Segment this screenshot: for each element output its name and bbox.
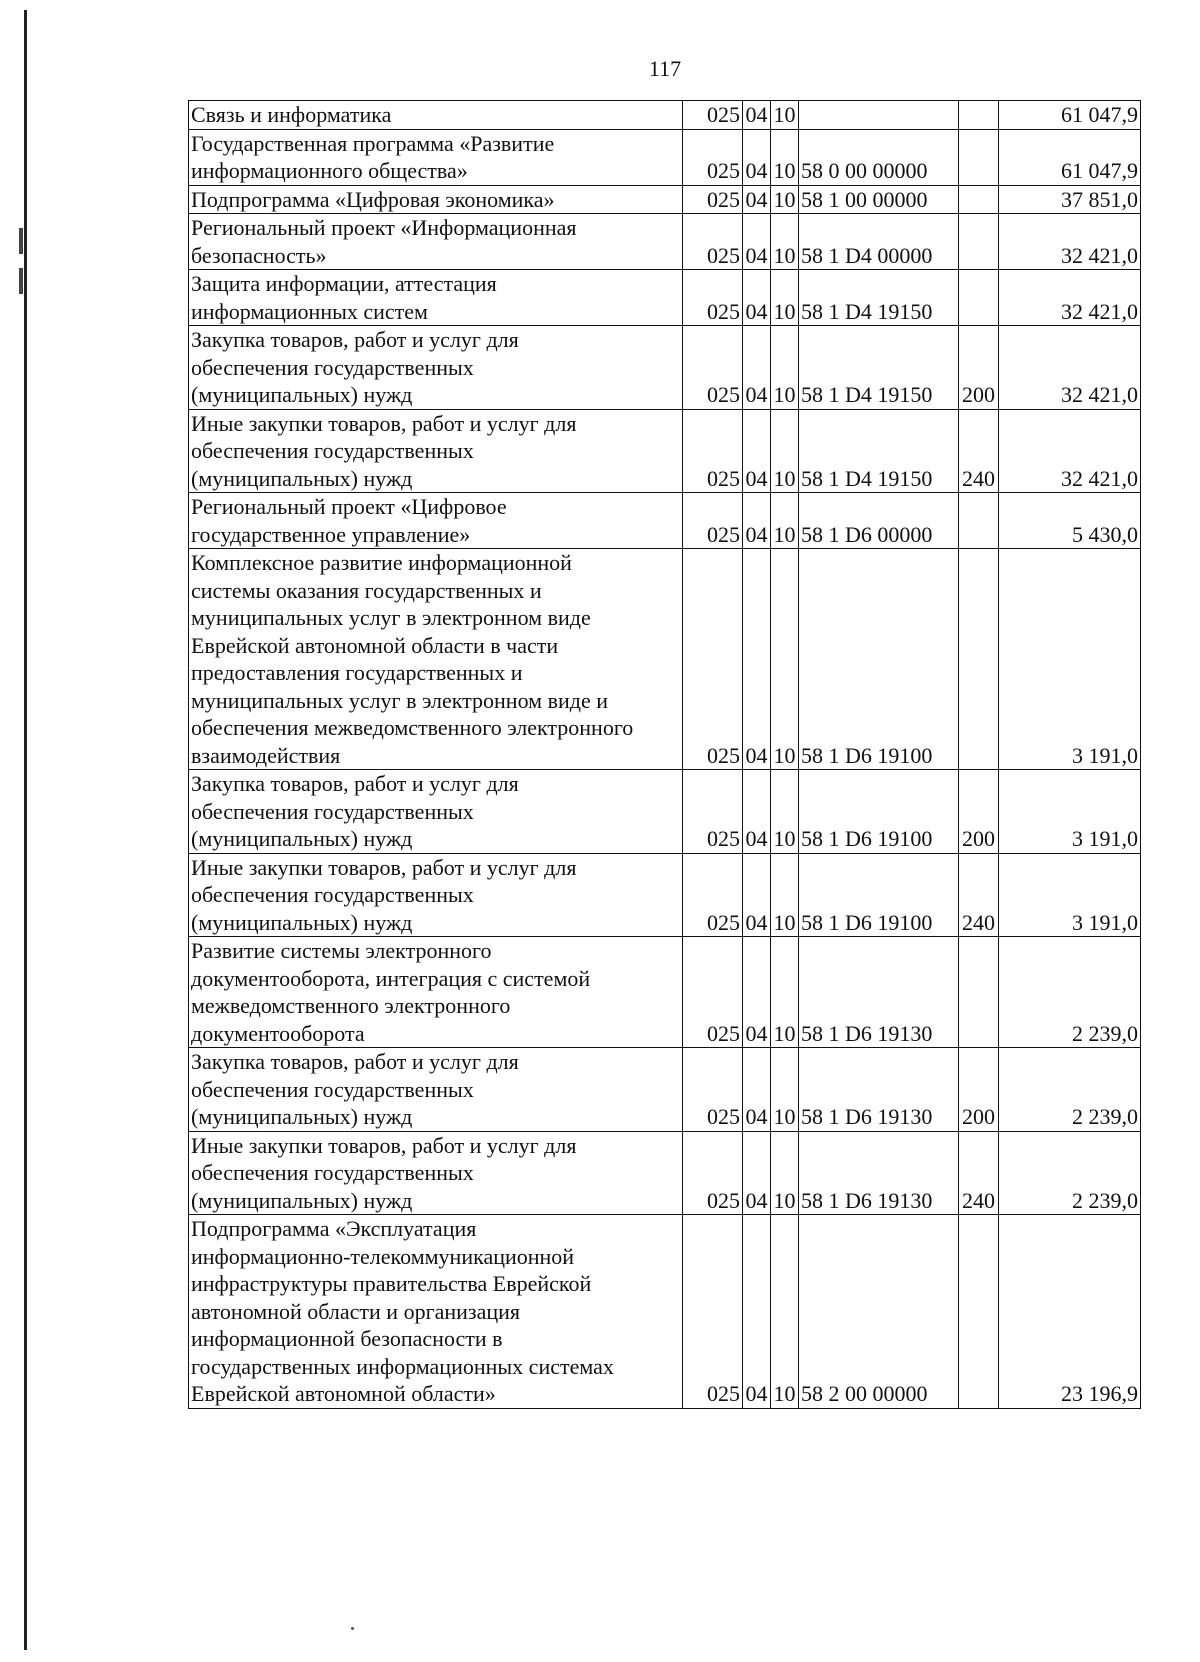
cell-subsection-code: 10 — [771, 493, 799, 549]
table-row — [189, 937, 1141, 1048]
cell-chapter-code: 025 — [683, 1131, 743, 1215]
cell-expense-type-code — [959, 270, 999, 326]
table-row — [189, 770, 1141, 854]
cell-subsection-code: 10 — [771, 770, 799, 854]
cell-item-name — [189, 409, 683, 493]
item-name-line: (муниципальных) нужд — [191, 382, 413, 407]
item-name-line: (муниципальных) нужд — [191, 1104, 413, 1129]
item-name-line: Региональный проект «Цифровое — [191, 494, 507, 519]
cell-target-article-code — [799, 101, 959, 130]
cell-expense-type-code — [959, 493, 999, 549]
cell-section-code: 04 — [743, 1215, 771, 1409]
cell-section-code: 04 — [743, 185, 771, 214]
cell-chapter-code: 025 — [683, 549, 743, 770]
item-name-line: Защита информации, аттестация — [191, 271, 497, 296]
cell-item-name — [189, 770, 683, 854]
cell-chapter-code: 025 — [683, 129, 743, 185]
cell-item-name — [189, 326, 683, 410]
cell-chapter-code: 025 — [683, 270, 743, 326]
item-name-line: безопасность» — [191, 242, 327, 268]
item-name-line: Региональный проект «Информационная — [191, 215, 577, 240]
item-name-line: Комплексное развитие информационной — [191, 550, 572, 575]
cell-target-article-code: 58 2 00 00000 — [799, 1215, 959, 1409]
item-name-line: системы оказания государственных и — [191, 577, 542, 603]
cell-amount: 61 047,9 — [999, 129, 1141, 185]
item-name-line: Еврейской автономной области в части — [191, 632, 559, 658]
cell-target-article-code: 58 1 00 00000 — [799, 185, 959, 214]
item-name-line: муниципальных услуг в электронном виде — [191, 605, 591, 630]
cell-target-article-code: 58 1 D4 19150 — [799, 409, 959, 493]
cell-subsection-code: 10 — [771, 1215, 799, 1409]
cell-expense-type-code — [959, 129, 999, 185]
table-row — [189, 101, 1141, 130]
cell-item-name — [189, 493, 683, 549]
binding-edge-line — [24, 10, 27, 1650]
item-name-line: (муниципальных) нужд — [191, 909, 413, 935]
cell-subsection-code: 10 — [771, 129, 799, 185]
cell-expense-type-code: 200 — [959, 770, 999, 854]
cell-amount: 3 191,0 — [999, 853, 1141, 937]
table-row — [189, 185, 1141, 214]
cell-subsection-code: 10 — [771, 549, 799, 770]
cell-expense-type-code: 240 — [959, 1131, 999, 1215]
cell-amount: 37 851,0 — [999, 185, 1141, 214]
cell-target-article-code: 58 1 D4 00000 — [799, 214, 959, 270]
scan-speck — [351, 1627, 354, 1630]
cell-item-name — [189, 937, 683, 1048]
cell-expense-type-code: 200 — [959, 326, 999, 410]
table-row — [189, 409, 1141, 493]
item-name-line: Закупка товаров, работ и услуг для — [191, 771, 519, 796]
cell-section-code: 04 — [743, 101, 771, 130]
page-number: 117 — [648, 56, 682, 81]
item-name-line: Подпрограмма «Эксплуатация — [191, 1216, 477, 1241]
cell-section-code: 04 — [743, 1131, 771, 1215]
cell-section-code: 04 — [743, 493, 771, 549]
cell-chapter-code: 025 — [683, 937, 743, 1048]
table-row — [189, 129, 1141, 185]
cell-target-article-code: 58 1 D4 19150 — [799, 270, 959, 326]
cell-chapter-code: 025 — [683, 493, 743, 549]
cell-amount: 32 421,0 — [999, 270, 1141, 326]
cell-chapter-code: 025 — [683, 409, 743, 493]
cell-section-code: 04 — [743, 1048, 771, 1132]
cell-section-code: 04 — [743, 129, 771, 185]
item-name-line: обеспечения государственных — [191, 882, 474, 907]
cell-subsection-code: 10 — [771, 185, 799, 214]
item-name-line: информационно-телекоммуникационной — [191, 1243, 575, 1269]
item-name-line: обеспечения государственных — [191, 1076, 474, 1102]
cell-amount: 32 421,0 — [999, 409, 1141, 493]
cell-amount: 3 191,0 — [999, 549, 1141, 770]
cell-chapter-code: 025 — [683, 326, 743, 410]
cell-amount: 23 196,9 — [999, 1215, 1141, 1409]
cell-subsection-code: 10 — [771, 214, 799, 270]
item-name-line: Иные закупки товаров, работ и услуг для — [191, 410, 577, 436]
cell-target-article-code: 58 1 D6 19100 — [799, 853, 959, 937]
item-name-line: Подпрограмма «Цифровая экономика» — [191, 186, 555, 212]
cell-section-code: 04 — [743, 937, 771, 1048]
cell-expense-type-code — [959, 549, 999, 770]
item-name-line: взаимодействия — [191, 742, 341, 768]
cell-target-article-code: 58 1 D4 19150 — [799, 326, 959, 410]
cell-target-article-code: 58 1 D6 19130 — [799, 1131, 959, 1215]
cell-amount: 61 047,9 — [999, 101, 1141, 130]
item-name-line: информационной безопасности в — [191, 1326, 503, 1351]
cell-section-code: 04 — [743, 214, 771, 270]
item-name-line: обеспечения государственных — [191, 354, 474, 380]
cell-amount: 2 239,0 — [999, 937, 1141, 1048]
item-name-line: межведомственного электронного — [191, 993, 511, 1018]
table-row — [189, 270, 1141, 326]
cell-target-article-code: 58 1 D6 19130 — [799, 1048, 959, 1132]
cell-expense-type-code — [959, 185, 999, 214]
item-name-line: Еврейской автономной области» — [191, 1381, 496, 1406]
cell-target-article-code: 58 1 D6 19100 — [799, 770, 959, 854]
cell-item-name — [189, 101, 683, 130]
item-name-line: Иные закупки товаров, работ и услуг для — [191, 854, 577, 880]
cell-chapter-code: 025 — [683, 770, 743, 854]
cell-expense-type-code — [959, 101, 999, 130]
cell-amount: 32 421,0 — [999, 214, 1141, 270]
cell-subsection-code: 10 — [771, 326, 799, 410]
item-name-line: Закупка товаров, работ и услуг для — [191, 1049, 519, 1074]
cell-subsection-code: 10 — [771, 101, 799, 130]
item-name-line: (муниципальных) нужд — [191, 465, 413, 491]
cell-expense-type-code: 200 — [959, 1048, 999, 1132]
item-name-line: документооборота — [191, 1020, 365, 1046]
budget-table-body — [189, 101, 1141, 1409]
cell-expense-type-code — [959, 1215, 999, 1409]
item-name-line: (муниципальных) нужд — [191, 1187, 413, 1213]
table-row — [189, 326, 1141, 410]
cell-item-name — [189, 1215, 683, 1409]
cell-chapter-code: 025 — [683, 1215, 743, 1409]
item-name-line: государственное управление» — [191, 521, 471, 547]
cell-target-article-code: 58 0 00 00000 — [799, 129, 959, 185]
item-name-line: муниципальных услуг в электронном виде и — [191, 687, 608, 713]
cell-expense-type-code: 240 — [959, 409, 999, 493]
cell-subsection-code: 10 — [771, 409, 799, 493]
table-row — [189, 1048, 1141, 1132]
cell-amount: 2 239,0 — [999, 1131, 1141, 1215]
cell-chapter-code: 025 — [683, 853, 743, 937]
table-row — [189, 493, 1141, 549]
table-row — [189, 1215, 1141, 1409]
table-row — [189, 214, 1141, 270]
cell-amount: 2 239,0 — [999, 1048, 1141, 1132]
binding-edge-mark — [19, 268, 23, 294]
cell-item-name — [189, 1048, 683, 1132]
cell-section-code: 04 — [743, 409, 771, 493]
item-name-line: Развитие системы электронного — [191, 938, 492, 963]
cell-amount: 5 430,0 — [999, 493, 1141, 549]
item-name-line: обеспечения межведомственного электронного — [191, 715, 634, 740]
item-name-line: обеспечения государственных — [191, 798, 474, 824]
cell-section-code: 04 — [743, 270, 771, 326]
cell-amount: 3 191,0 — [999, 770, 1141, 854]
cell-chapter-code: 025 — [683, 214, 743, 270]
cell-subsection-code: 10 — [771, 1048, 799, 1132]
item-name-line: обеспечения государственных — [191, 1160, 474, 1185]
cell-item-name — [189, 853, 683, 937]
cell-chapter-code: 025 — [683, 185, 743, 214]
cell-chapter-code: 025 — [683, 101, 743, 130]
cell-item-name — [189, 270, 683, 326]
item-name-line: Иные закупки товаров, работ и услуг для — [191, 1132, 577, 1158]
item-name-line: Закупка товаров, работ и услуг для — [191, 327, 519, 352]
cell-item-name — [189, 129, 683, 185]
item-name-line: Государственная программа «Развитие — [191, 130, 555, 156]
cell-subsection-code: 10 — [771, 270, 799, 326]
item-name-line: (муниципальных) нужд — [191, 826, 413, 851]
cell-item-name — [189, 214, 683, 270]
cell-subsection-code: 10 — [771, 1131, 799, 1215]
item-name-line: инфраструктуры правительства Еврейской — [191, 1271, 592, 1296]
item-name-line: обеспечения государственных — [191, 438, 474, 463]
item-name-line: государственных информационных системах — [191, 1353, 614, 1379]
cell-expense-type-code — [959, 937, 999, 1048]
cell-item-name — [189, 549, 683, 770]
cell-item-name — [189, 1131, 683, 1215]
table-row — [189, 1131, 1141, 1215]
item-name-line: автономной области и организация — [191, 1298, 521, 1324]
item-name-line: Связь и информатика — [191, 102, 392, 127]
cell-section-code: 04 — [743, 326, 771, 410]
table-row — [189, 549, 1141, 770]
cell-section-code: 04 — [743, 770, 771, 854]
cell-section-code: 04 — [743, 549, 771, 770]
item-name-line: документооборота, интеграция с системой — [191, 965, 591, 991]
cell-subsection-code: 10 — [771, 853, 799, 937]
cell-target-article-code: 58 1 D6 19100 — [799, 549, 959, 770]
cell-section-code: 04 — [743, 853, 771, 937]
budget-table — [188, 100, 1141, 1409]
cell-expense-type-code: 240 — [959, 853, 999, 937]
cell-expense-type-code — [959, 214, 999, 270]
binding-edge-mark — [19, 228, 23, 254]
item-name-line: предоставления государственных и — [191, 660, 523, 685]
cell-subsection-code: 10 — [771, 937, 799, 1048]
item-name-line: информационных систем — [191, 298, 428, 324]
cell-chapter-code: 025 — [683, 1048, 743, 1132]
table-row — [189, 853, 1141, 937]
cell-item-name — [189, 185, 683, 214]
item-name-line: информационного общества» — [191, 158, 468, 183]
cell-amount: 32 421,0 — [999, 326, 1141, 410]
cell-target-article-code: 58 1 D6 00000 — [799, 493, 959, 549]
cell-target-article-code: 58 1 D6 19130 — [799, 937, 959, 1048]
